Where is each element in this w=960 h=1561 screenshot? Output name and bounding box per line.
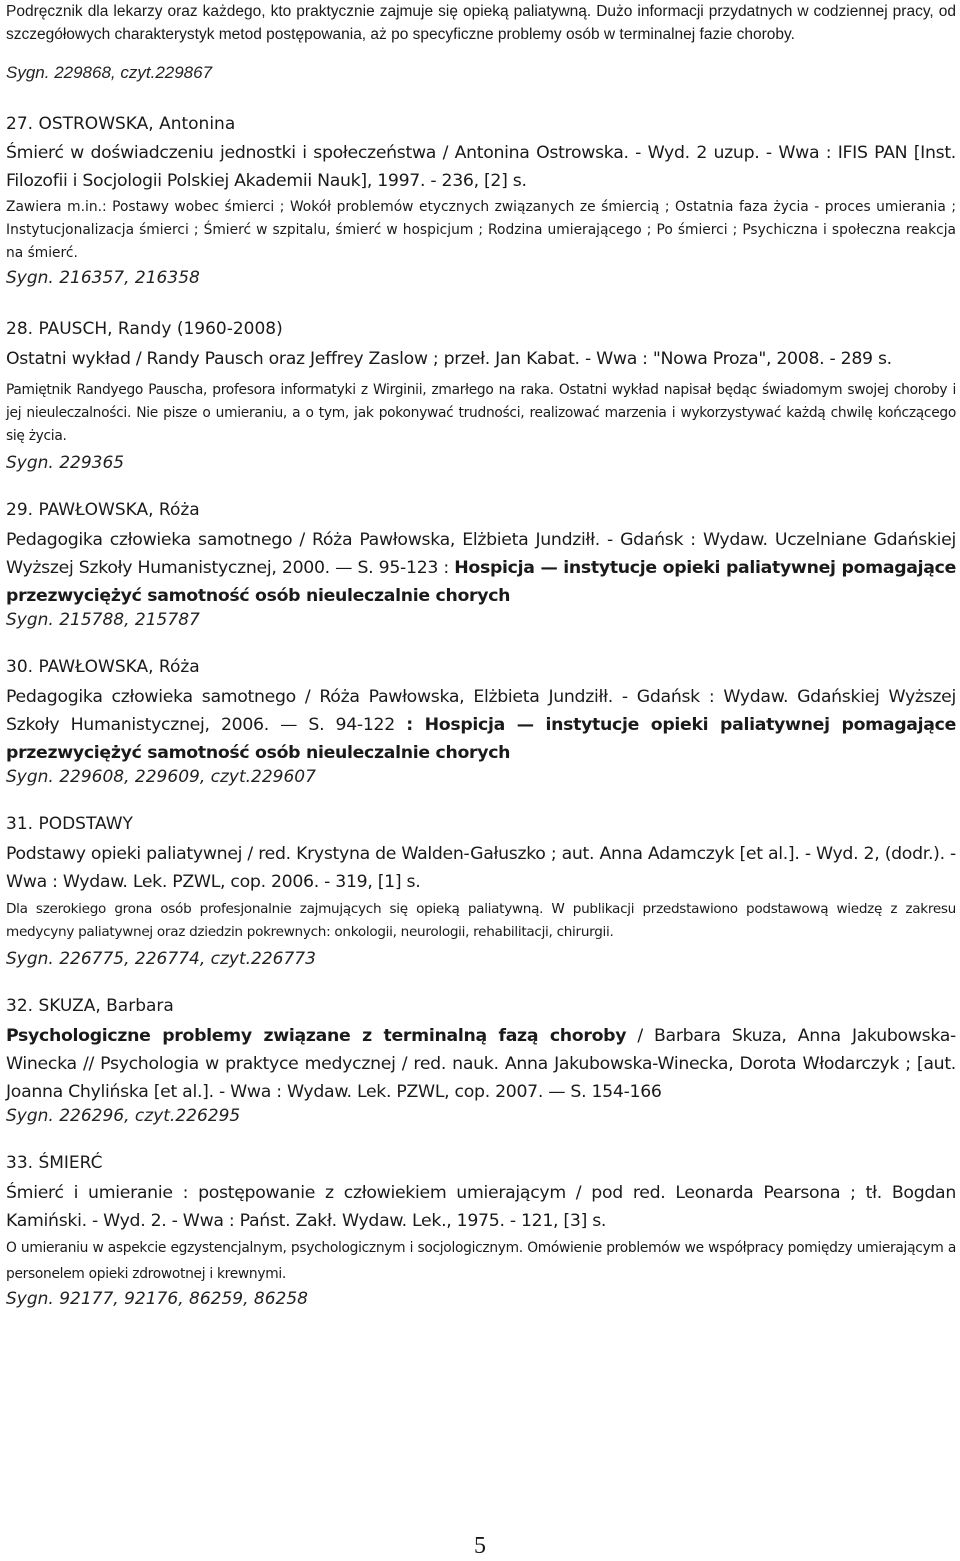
- entry-description-text: Pedagogika człowieka samotnego / Róża Pawłowska, Elżbieta Jundziłł. - Gdańsk : Wydaw. Gdańskiej Wyższej Szkoły Humanistycznej, 2006. — S. 94-122: [6, 687, 956, 735]
- entry-30: [6, 654, 956, 787]
- entry-33: [6, 1150, 956, 1309]
- entry-description: Śmierć i umieranie : postępowanie z człowiekiem umierającym / pod red. Leonarda Pearsona ; tł. Bogdan Kamiński. - Wyd. 2. - Wwa : Państ. Zakł. Wydaw. Lek., 1975. - 121, [3] s.: [6, 1183, 956, 1231]
- entry-28: [6, 316, 956, 473]
- entry-32: [6, 993, 956, 1126]
- entry-description-text: / Barbara Skuza, Anna Jakubowska-Winecka // Psychologia w praktyce medycznej / red. nauk. Anna Jakubowska-Winecka, Dorota Włodarczyk ; [aut. Joanna Chylińska [et al.]. - Wwa : Wydaw. Lek. PZWL, cop. 2007. — S. 154-166: [6, 1026, 956, 1102]
- entry-heading: 31. PODSTAWY: [6, 814, 133, 834]
- entry-description: Śmierć w doświadczeniu jednostki i społeczeństwa / Antonina Ostrowska. - Wyd. 2 uzup. - Wwa : IFIS PAN [Inst. Filozofii i Socjologii Polskiej Akademii Nauk], 1997. - 236, [2] s.: [6, 143, 956, 191]
- entry-sygn: Sygn. 229365: [6, 453, 125, 473]
- entry-heading: 32. SKUZA, Barbara: [6, 996, 174, 1016]
- entry-description: [6, 526, 956, 610]
- entry-description: [6, 683, 956, 767]
- entry-heading: 27. OSTROWSKA, Antonina: [6, 114, 236, 134]
- entry-description: Podstawy opieki paliatywnej / red. Krystyna de Walden-Gałuszko ; aut. Anna Adamczyk [et al.]. - Wyd. 2, (dodr.). - Wwa : Wydaw. Lek. PZWL, cop. 2006. - 319, [1] s.: [6, 844, 956, 892]
- entry-heading: 33. ŚMIERĆ: [6, 1153, 103, 1173]
- entry-sygn: Sygn. 216357, 216358: [6, 268, 200, 288]
- entry-description-bold: Psychologiczne problemy związane z terminalną fazą choroby: [6, 1026, 627, 1046]
- entry-sygn: Sygn. 226296, czyt.226295: [6, 1106, 241, 1126]
- entry-note: Zawiera m.in.: Postawy wobec śmierci ; Wokół problemów etycznych związanych ze śmiercią ; Ostatnia faza życia - proces umierania ; Instytucjonalizacja śmierci ; Śmierć w szpitalu, śmierć w hospicjum ; Rodzina umierającego ; Po śmierci ; Psychiczna i społeczna reakcja na śmierć.: [6, 199, 956, 261]
- entry-sygn: Sygn. 215788, 215787: [6, 610, 200, 630]
- entry-sygn: Sygn. 226775, 226774, czyt.226773: [6, 949, 316, 969]
- entry-heading: 28. PAUSCH, Randy (1960-2008): [6, 319, 283, 339]
- entry-description-bold: : Hospicja — instytucje opieki paliatywnej pomagające przezwyciężyć samotność osób nieuleczalnie chorych: [6, 715, 956, 763]
- entry-sygn: Sygn. 229608, 229609, czyt.229607: [6, 767, 316, 787]
- entry-description: Ostatni wykład / Randy Pausch oraz Jeffrey Zaslow ; przeł. Jan Kabat. - Wwa : "Nowa Proza", 2008. - 289 s.: [6, 349, 892, 369]
- entry-29: [6, 497, 956, 630]
- entry-27: [6, 111, 956, 288]
- entry-note: Dla szerokiego grona osób profesjonalnie zajmujących się opieką paliatywną. W publikacji przedstawiono podstawową wiedzę z zakresu medycyny paliatywnej oraz dziedzin pokrewnych: onkologii, neurologii, rehabilitacji, chirurgii.: [6, 901, 956, 940]
- intro-block: [6, 0, 956, 83]
- intro-text: Podręcznik dla lekarzy oraz każdego, kto praktycznie zajmuje się opieką paliatywną. Dużo informacji przydatnych w codziennej pracy, od szczegółowych charakterystyk metod postępowania, aż po specyficzne problemy osób w terminalnej fazie choroby.: [6, 3, 956, 43]
- entry-heading: 29. PAWŁOWSKA, Róża: [6, 500, 200, 520]
- entry-sygn: Sygn. 92177, 92176, 86259, 86258: [6, 1289, 308, 1309]
- entry-description: [6, 1022, 956, 1106]
- entry-note: O umieraniu w aspekcie egzystencjalnym, psychologicznym i socjologicznym. Omówienie problemów we współpracy pomiędzy umierającym a personelem opieki zdrowotnej i krewnymi.: [6, 1240, 956, 1282]
- document-page: [6, 0, 956, 1309]
- page-number: 5: [474, 1533, 486, 1559]
- entry-description-bold: Hospicja — instytucje opieki paliatywnej pomagające przezwyciężyć samotność osób nieuleczalnie chorych: [6, 558, 956, 606]
- entry-note: Pamiętnik Randyego Pauscha, profesora informatyki z Wirginii, zmarłego na raka. Ostatni wykład napisał będąc świadomym swojej choroby i jej nieuleczalności. Nie pisze o umieraniu, a o tym, jak pokonywać trudności, realizować marzenia i wykorzystywać każdą chwilę kończącego się życia.: [6, 382, 956, 444]
- entry-31: [6, 811, 956, 969]
- intro-sygn: Sygn. 229868, czyt.229867: [6, 63, 213, 82]
- entry-heading: 30. PAWŁOWSKA, Róża: [6, 657, 200, 677]
- entry-description-text: Pedagogika człowieka samotnego / Róża Pawłowska, Elżbieta Jundziłł. - Gdańsk : Wydaw. Uczelniane Gdańskiej Wyższej Szkoły Humanistycznej, 2000. — S. 95-123 :: [6, 530, 956, 578]
